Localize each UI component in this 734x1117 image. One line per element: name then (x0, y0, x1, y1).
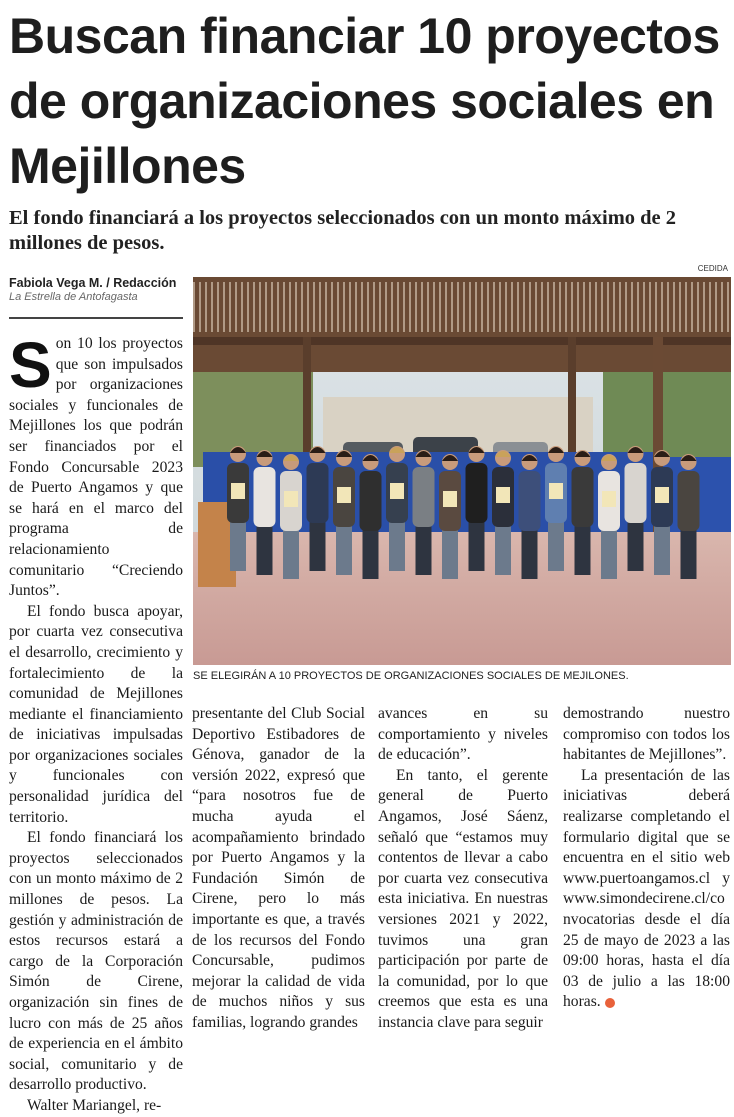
person (545, 446, 567, 571)
pergola-slat (409, 282, 411, 332)
pergola-slat (283, 282, 285, 332)
pergola-slat (577, 282, 579, 332)
pergola-slat (391, 282, 393, 332)
pergola-slat (415, 282, 417, 332)
pergola-slat (403, 282, 405, 332)
pergola-slat (451, 282, 453, 332)
pergola-slat (469, 282, 471, 332)
pergola-slat (229, 282, 231, 332)
body-column-2 (192, 704, 365, 1034)
pergola-slat (667, 282, 669, 332)
certificate (655, 487, 669, 503)
pergola-slat (205, 282, 207, 332)
person (625, 446, 647, 571)
pergola-slat (517, 282, 519, 332)
pergola-slat (679, 282, 681, 332)
pergola-slat (589, 282, 591, 332)
pergola-slat (673, 282, 675, 332)
paragraph: presentante del Club Social Deportivo Estibadores de Génova, ganador de la versión 2022, expresó que “para nosotros fue de mucha ayuda el acompañamiento brindado por Puerto Angamos y la Fundación Simón de Cirene, pero lo más importante es que, a través de los recursos del Fondo Concursable, pudimos mejorar la calidad de vida de muchos niños y sus familias, logrando grandes (192, 705, 365, 1031)
pergola-slat (661, 282, 663, 332)
byline (9, 276, 183, 303)
pergola-slat (421, 282, 423, 332)
person (572, 450, 594, 575)
pergola-slat (553, 282, 555, 332)
pergola-slat (697, 282, 699, 332)
certificate (284, 491, 298, 507)
person (254, 450, 276, 575)
pergola-slat (193, 282, 195, 332)
pergola-slat (247, 282, 249, 332)
pergola-slat (511, 282, 513, 332)
person (413, 450, 435, 575)
pergola-slat (427, 282, 429, 332)
pergola-slat (475, 282, 477, 332)
certificate (390, 483, 404, 499)
pergola-slat (601, 282, 603, 332)
pergola-slat (559, 282, 561, 332)
pergola-slat (223, 282, 225, 332)
pergola-slat (685, 282, 687, 332)
person (386, 446, 408, 571)
pergola-slat (241, 282, 243, 332)
pergola-slat (397, 282, 399, 332)
pergola-slat (295, 282, 297, 332)
pergola-slat (535, 282, 537, 332)
publication: La Estrella de Antofagasta (9, 291, 138, 303)
paragraph-text: La presentación de las iniciativas deberá realizarse completando el formulario digital que se encuentra en el sitio web www.puertoangamos.cl y www.simondecirene.cl/convocatorias desde el día 25 de mayo de 2023 a las 09:00 horas, hasta el día 03 de julio a las 18:00 horas. (563, 766, 730, 1011)
pergola-slat (331, 282, 333, 332)
pergola-slat (289, 282, 291, 332)
pergola-slat (541, 282, 543, 332)
pergola-slat (457, 282, 459, 332)
pergola-slat (715, 282, 717, 332)
certificate (602, 491, 616, 507)
pergola-slat (547, 282, 549, 332)
pergola-slat (709, 282, 711, 332)
pergola-slat (271, 282, 273, 332)
end-mark-icon: ✪ (605, 998, 615, 1008)
pergola-slat (343, 282, 345, 332)
pergola-slat (619, 282, 621, 332)
pergola-slat (637, 282, 639, 332)
person (333, 450, 355, 575)
pergola-slat (337, 282, 339, 332)
certificate (231, 483, 245, 499)
pergola-slat (313, 282, 315, 332)
pergola-slat (595, 282, 597, 332)
paragraph: avances en su comportamiento y niveles de educación”. (378, 705, 548, 764)
paragraph: En tanto, el gerente general de Puerto Angamos, José Sáenz, señaló que “estamos muy contentos de llevar a cabo por cuarta vez consecutiva esta iniciativa. En nuestras versiones 2021 y 2022, tuvimos una gran participación por parte de la comunidad, por lo que creemos que esta es una instancia clave para seguir (378, 766, 548, 1031)
paragraph (563, 766, 730, 1013)
pergola-slat (217, 282, 219, 332)
certificate (337, 487, 351, 503)
pergola-slat (211, 282, 213, 332)
pergola-slat (361, 282, 363, 332)
pergola-slat (505, 282, 507, 332)
pergola-slat (631, 282, 633, 332)
photo-caption: SE ELEGIRÁN A 10 PROYECTOS DE ORGANIZACIONES SOCIALES DE MEJILONES. (193, 670, 629, 682)
pergola-slat (265, 282, 267, 332)
pergola-slat (199, 282, 201, 332)
person (492, 450, 514, 575)
pergola-slat (379, 282, 381, 332)
headline: Buscan financiar 10 proyectos de organizaciones sociales en Mejillones (9, 8, 720, 194)
pergola-slat (445, 282, 447, 332)
body-column-4 (563, 704, 730, 1013)
pergola-slat (235, 282, 237, 332)
pergola-slat (571, 282, 573, 332)
person (678, 454, 700, 579)
pergola-slat (433, 282, 435, 332)
paragraph: El fondo busca apoyar, por cuarta vez consecutiva el desarrollo, crecimiento y fortalecimiento de la comunidad de Mejillones mediante el financiamiento de iniciativas impulsadas por organizaciones sociales y funcionales con personalidad jurídica del territorio. (9, 602, 183, 826)
pergola-slat (253, 282, 255, 332)
pergola-slat (493, 282, 495, 332)
drop-cap: S (9, 329, 52, 401)
pergola-slat (727, 282, 729, 332)
pergola-slat (643, 282, 645, 332)
pergola-slat (703, 282, 705, 332)
person (360, 454, 382, 579)
paragraph (9, 329, 183, 602)
pergola-slat (319, 282, 321, 332)
byline-divider (9, 317, 183, 319)
paragraph-text: on 10 los proyectos que son impulsados por organizaciones sociales y funcionales de Mejillones los que podrán ser financiados por el Fondo Concursable 2023 de Puerto Angamos y que se hará en el marco del programa de relacionamiento comunitario “Creciendo Juntos”. (9, 335, 183, 600)
pergola-slat (463, 282, 465, 332)
pergola-slat (439, 282, 441, 332)
paragraph: demostrando nuestro compromiso con todos los habitantes de Mejillones”. (563, 705, 730, 764)
paragraph: El fondo financiará los proyectos seleccionados con un monto máximo de 2 millones de pesos. La gestión y administración de estos recursos estará a cargo de la Corporación Simón de Cirene, organización sin fines de lucro con más de 25 años de experiencia en el ámbito social, comunitario y de desarrollo productivo. (9, 829, 183, 1094)
body-column-3 (378, 704, 548, 1034)
certificate (496, 487, 510, 503)
pergola-slat (325, 282, 327, 332)
pergola-slat (277, 282, 279, 332)
person (598, 454, 620, 579)
pergola-slat (613, 282, 615, 332)
pergola-slat (583, 282, 585, 332)
body-column-1 (9, 329, 183, 1117)
pergola-slat (565, 282, 567, 332)
pergola-slat (349, 282, 351, 332)
person (307, 446, 329, 571)
pergola-slat (481, 282, 483, 332)
pergola-slat (607, 282, 609, 332)
certificate (549, 483, 563, 499)
pergola-slat (523, 282, 525, 332)
event-photo (193, 277, 731, 665)
person (466, 446, 488, 571)
subheadline: El fondo financiará a los proyectos seleccionados con un monto máximo de 2 millones de pesos. (9, 207, 677, 254)
pergola-slat (307, 282, 309, 332)
pergola-slat (385, 282, 387, 332)
person (280, 454, 302, 579)
pergola-slat (691, 282, 693, 332)
pergola-slat (655, 282, 657, 332)
pergola-slat (625, 282, 627, 332)
photo-credit: CEDIDA (697, 264, 728, 273)
pergola-slat (649, 282, 651, 332)
pergola-slat (355, 282, 357, 332)
pergola-slat (373, 282, 375, 332)
pergola-slat (367, 282, 369, 332)
person (227, 446, 249, 571)
pergola-slat (499, 282, 501, 332)
paragraph: Walter Mariangel, re- (27, 1096, 162, 1114)
certificate (443, 491, 457, 507)
pergola-slat (487, 282, 489, 332)
person (439, 454, 461, 579)
author: Fabiola Vega M. / Redacción (9, 276, 177, 290)
person (651, 450, 673, 575)
pergola-slat (529, 282, 531, 332)
pergola-slat (721, 282, 723, 332)
pergola-slat (259, 282, 261, 332)
person (519, 454, 541, 579)
pergola-slat (301, 282, 303, 332)
